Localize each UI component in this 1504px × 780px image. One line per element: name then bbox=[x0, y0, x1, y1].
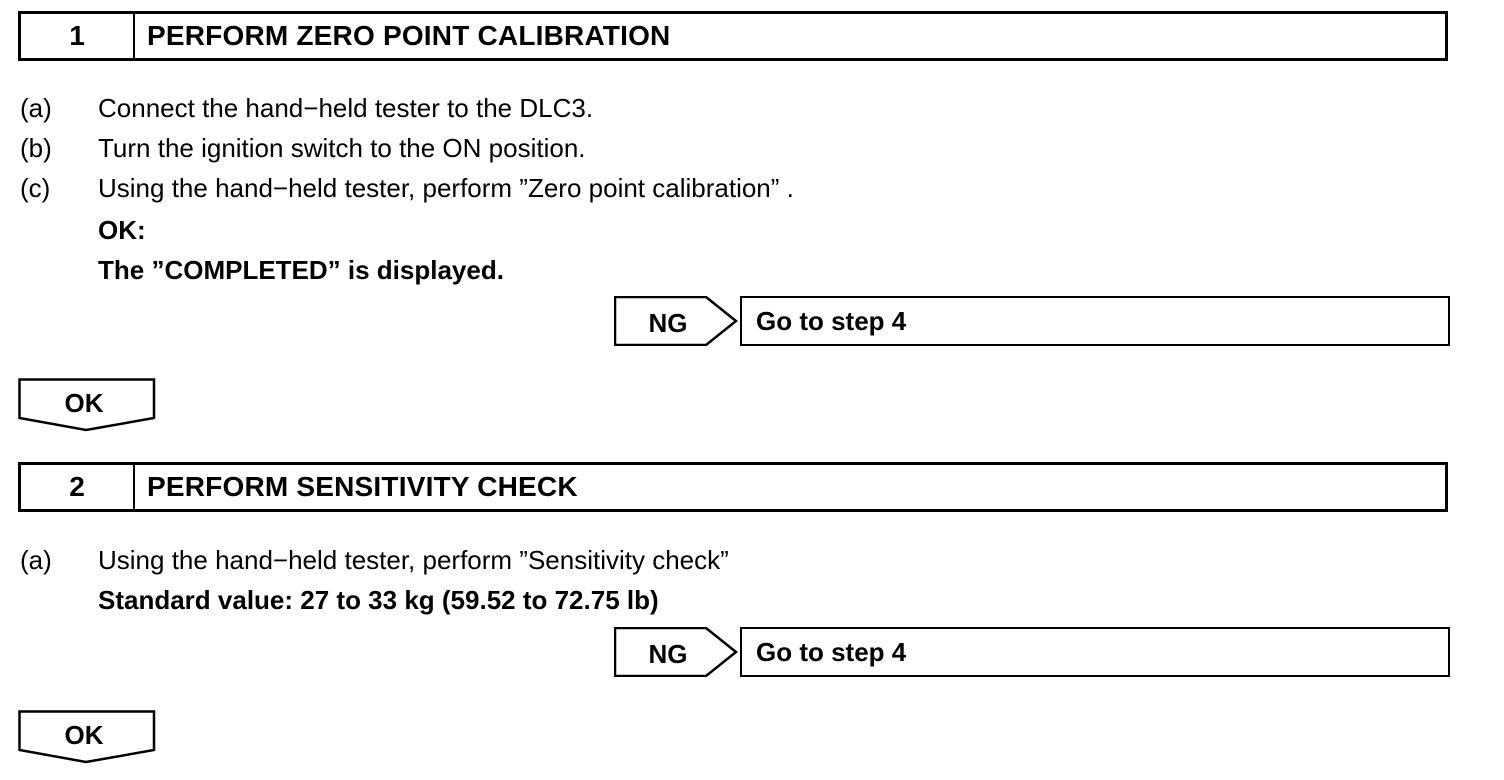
step-2-title: PERFORM SENSITIVITY CHECK bbox=[147, 471, 578, 502]
item-label: (a) bbox=[20, 545, 52, 575]
step-2-standard-value: Standard value: 27 to 33 kg (59.52 to 72.75 lb) bbox=[98, 585, 659, 615]
step-1-title: PERFORM ZERO POINT CALIBRATION bbox=[147, 20, 671, 51]
step-2-number: 2 bbox=[21, 465, 135, 509]
item-label: (a) bbox=[20, 93, 52, 123]
step-2-header bbox=[18, 462, 1448, 512]
step-1-ok-heading: OK: bbox=[98, 215, 146, 245]
item-label: (c) bbox=[20, 173, 51, 203]
item-text: Turn the ignition switch to the ON position. bbox=[98, 133, 586, 163]
step-2-ng-label: NG bbox=[648, 638, 688, 669]
item-text: Connect the hand−held tester to the DLC3. bbox=[98, 93, 594, 123]
step-2-ng-action[interactable]: Go to step 4 bbox=[740, 627, 1450, 677]
step-1-header bbox=[18, 11, 1448, 61]
step-1-ng-action[interactable]: Go to step 4 bbox=[740, 296, 1450, 346]
step-1-number: 1 bbox=[21, 14, 135, 58]
step-1-ok-criteria: The ”COMPLETED” is displayed. bbox=[98, 255, 504, 285]
step-1-ng-label: NG bbox=[648, 307, 688, 338]
step-1-ok-label[interactable]: OK bbox=[64, 387, 104, 418]
item-text: Using the hand−held tester, perform ”Sensitivity check” bbox=[98, 545, 729, 575]
step-2-ok-label[interactable]: OK bbox=[64, 719, 104, 750]
item-text: Using the hand−held tester, perform ”Zero point calibration” . bbox=[98, 173, 794, 203]
item-label: (b) bbox=[20, 133, 52, 163]
